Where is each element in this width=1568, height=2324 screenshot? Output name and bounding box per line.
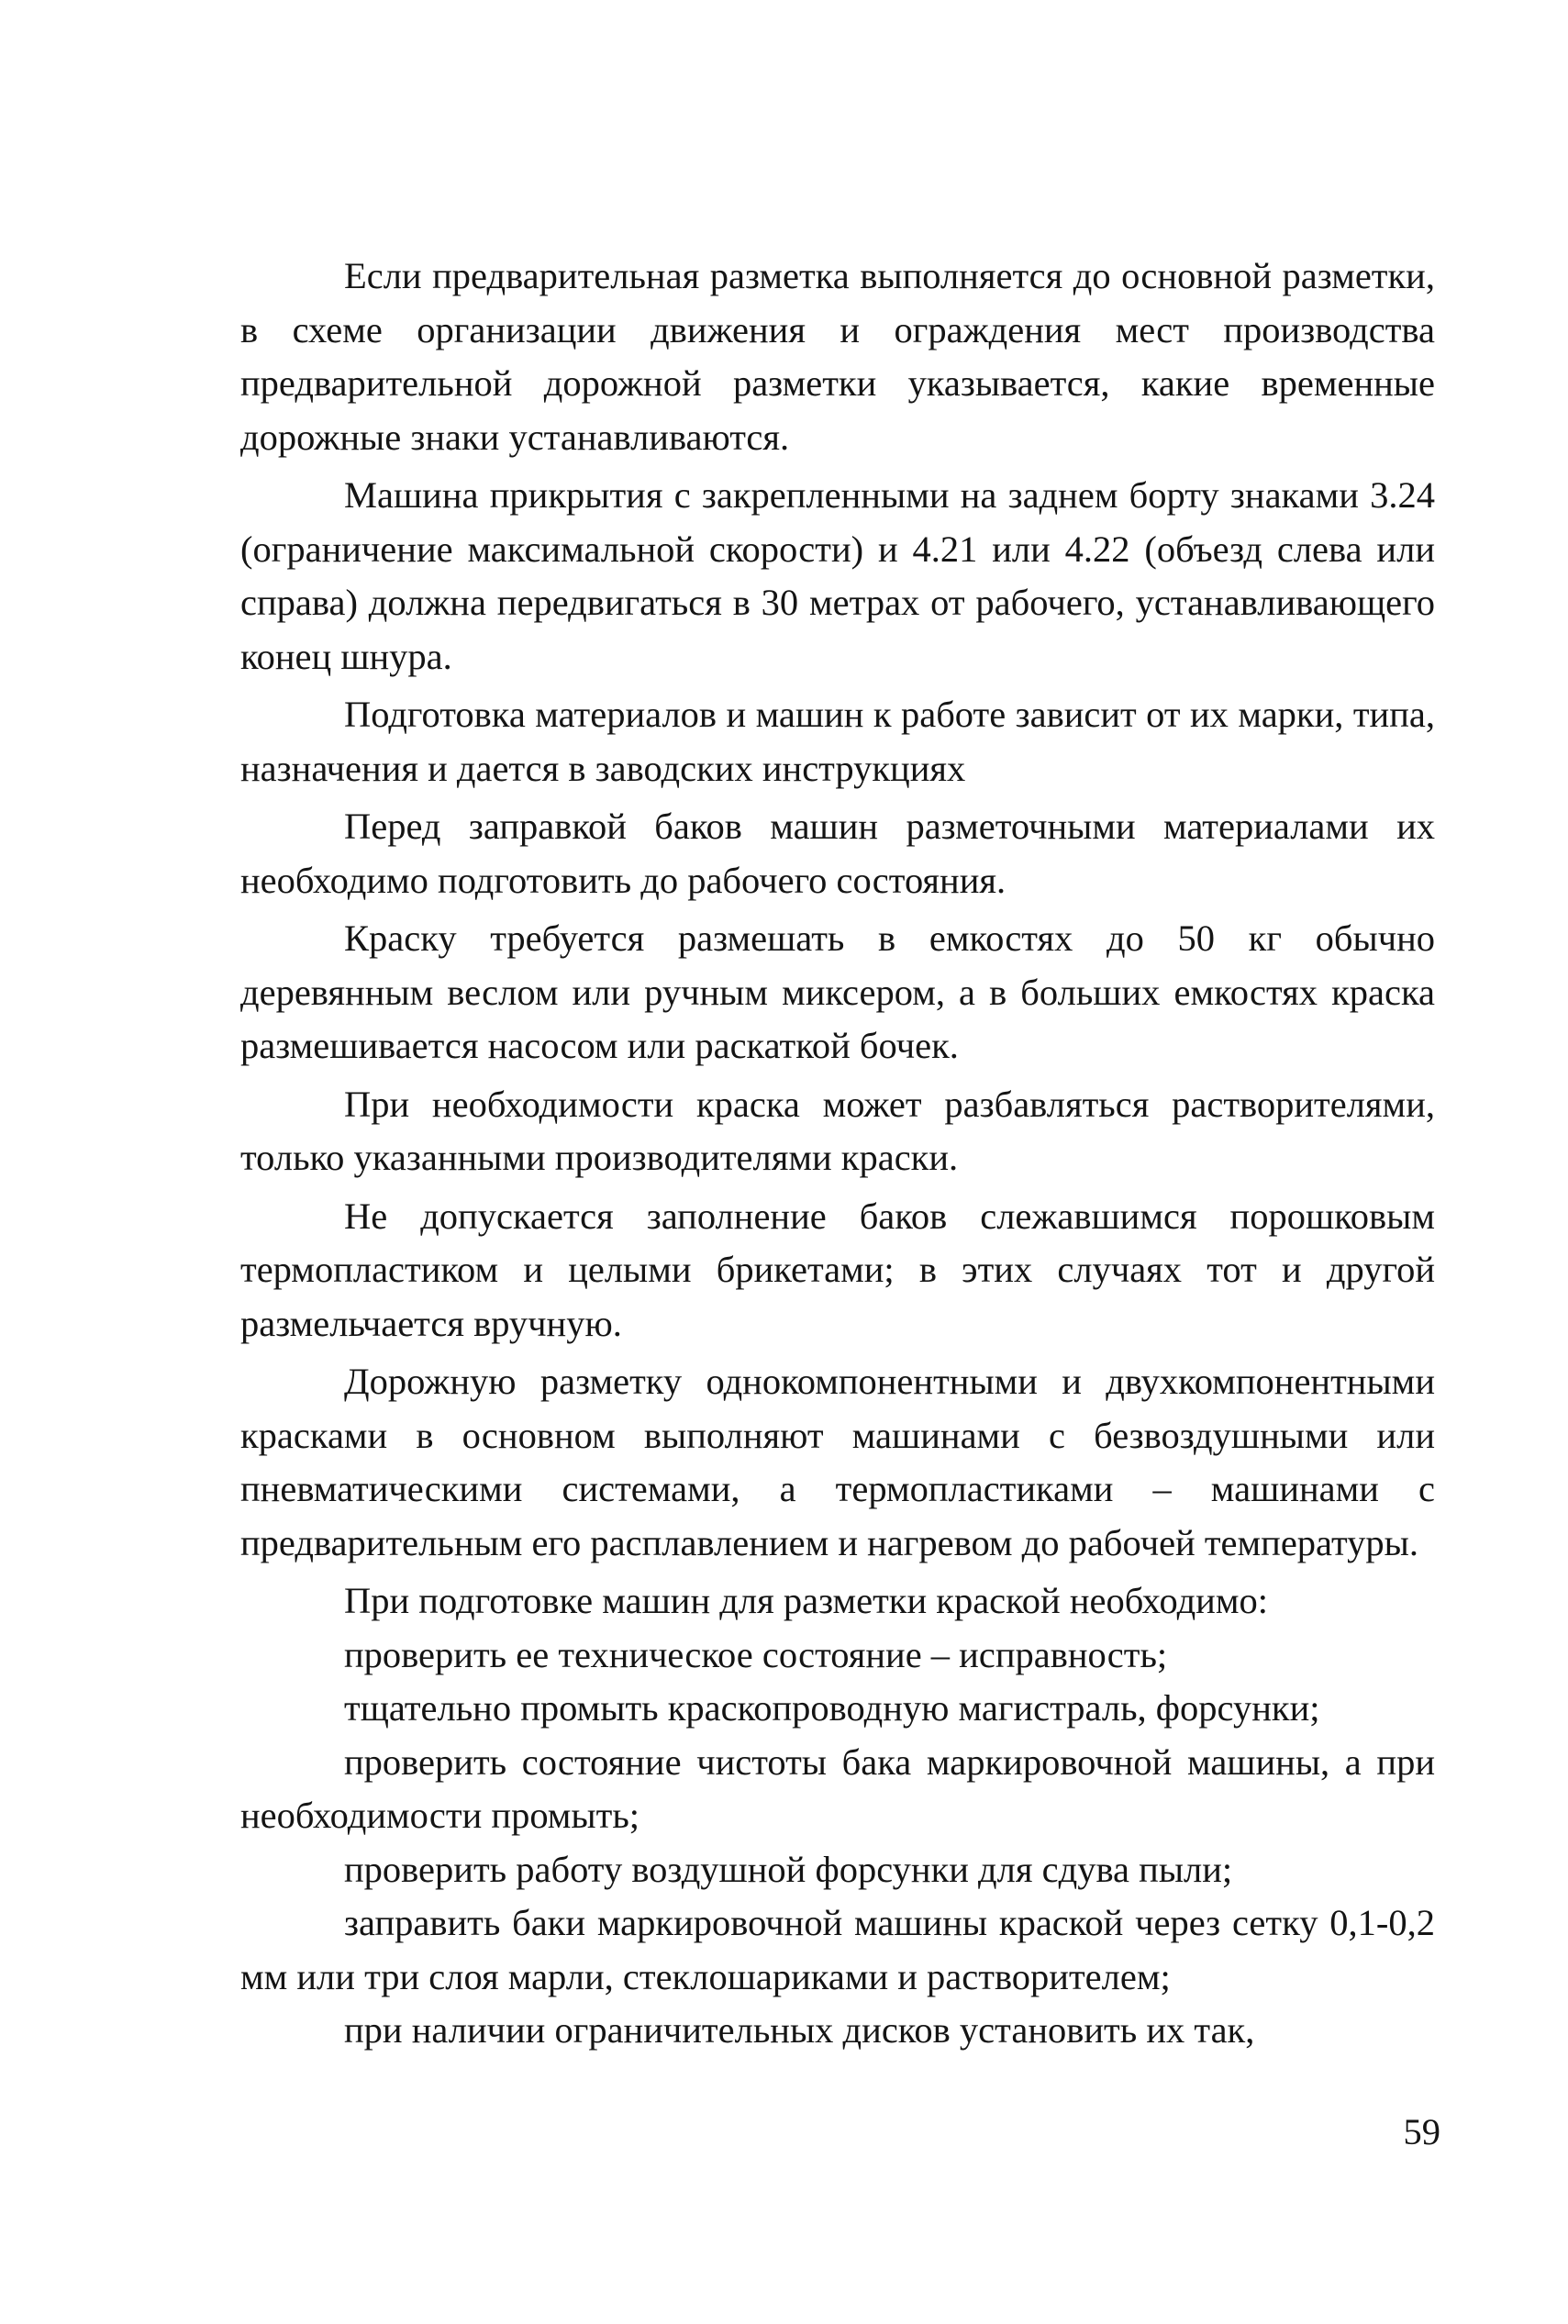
list-item-fill-tanks: заправить баки маркировочной машины краской через сетку 0,1-0,2 мм или три слоя марли, стеклошариками и растворителем; <box>240 1902 1435 1997</box>
list-item-check-tank: проверить состояние чистоты бака маркировочной машины, а при необходимости промыть; <box>240 1740 1435 1836</box>
paragraph-paint-mixing: Краску требуется размешать в емкостях до 50 кг обычно деревянным веслом или ручным миксером, а в больших емкостях краска размешивается насосом или раскаткой бочек. <box>240 917 1435 1066</box>
list-item-check-condition: проверить ее техническое состояние – исправность; <box>344 1633 1168 1675</box>
paragraph-temporary-signs: Если предварительная разметка выполняется до основной разметки, в схеме организации движения и ограждения мест производства предварительной дорожной разметки указывается, какие временные дорожные знаки устанавливаются. <box>240 255 1435 458</box>
page-number: 59 <box>1403 2111 1440 2152</box>
paragraph-preparation-intro: При подготовке машин для разметки краской необходимо: <box>344 1580 1268 1621</box>
page-body-text <box>240 250 1435 2058</box>
paragraph-preparation-materials: Подготовка материалов и машин к работе зависит от их марки, типа, назначения и дается в заводских инструкциях <box>240 694 1435 789</box>
list-item-flush-line: тщательно промыть краскопроводную магистраль, форсунки; <box>344 1687 1320 1729</box>
paragraph-cover-vehicle: Машина прикрытия с закрепленными на заднем борту знаками 3.24 (ограничение максимальной скорости) и 4.21 или 4.22 (объезд слева или справа) должна передвигаться в 30 метрах от рабочего, устанавливающего конец шнура. <box>240 474 1435 677</box>
list-item-check-air-nozzle: проверить работу воздушной форсунки для сдува пыли; <box>344 1848 1233 1890</box>
paragraph-thermoplastic-filling: Не допускается заполнение баков слежавшимся порошковым термопластиком и целыми брикетами; в этих случаях тот и другой размельчается вручную. <box>240 1195 1435 1344</box>
list-item-limit-discs: при наличии ограничительных дисков установить их так, <box>344 2009 1255 2051</box>
paragraph-tank-preparation: Перед заправкой баков машин разметочными материалами их необходимо подготовить до рабочего состояния. <box>240 806 1435 901</box>
paragraph-marking-machines: Дорожную разметку однокомпонентными и двухкомпонентными красками в основном выполняют машинами с безвоздушными или пневматическими системами, а термопластиками – машинами с предварительным его расплавлением и нагревом до рабочей температуры. <box>240 1361 1435 1563</box>
paragraph-paint-thinning: При необходимости краска может разбавляться растворителями, только указанными производителями краски. <box>240 1083 1435 1178</box>
